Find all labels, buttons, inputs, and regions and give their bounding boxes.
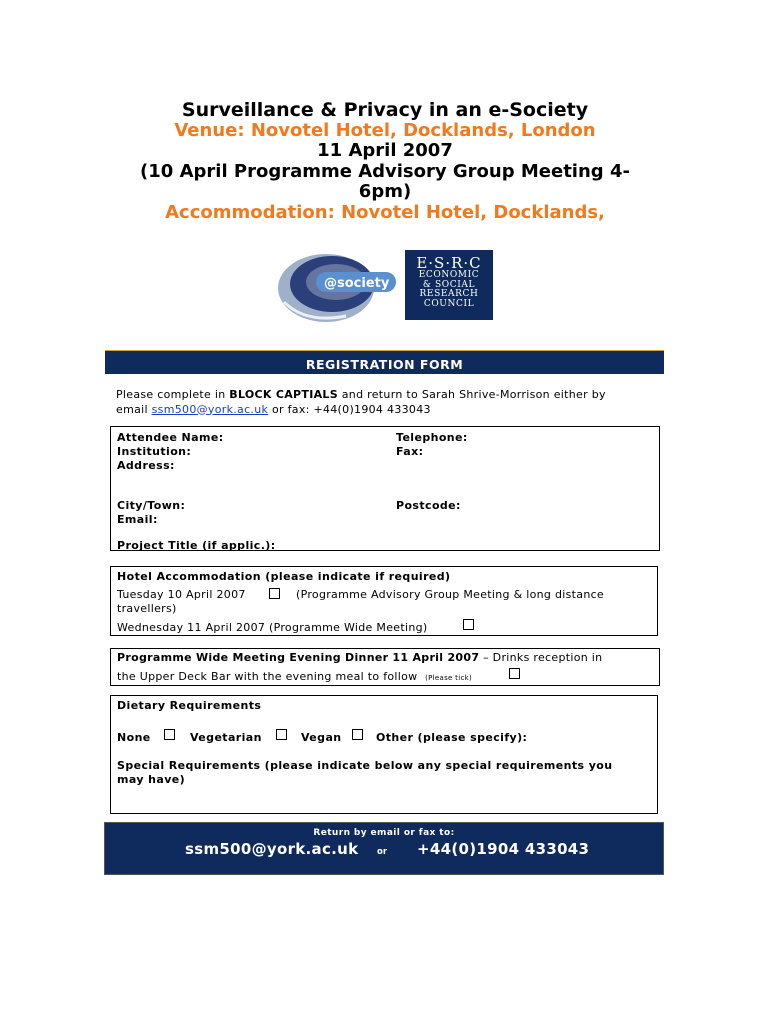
footer-fax: +44(0)1904 433043 [417,840,590,858]
dinner-line2 [117,670,472,683]
tuesday-label: Tuesday 10 April 2007 [117,588,246,601]
return-label: Return by email or fax to: [313,828,455,838]
esrc-logo-line: ECONOMIC [418,270,480,280]
postcode-label: Postcode: [396,499,461,512]
tuesday-checkbox[interactable] [269,588,280,599]
dinner-heading [117,651,602,664]
logos [0,246,770,326]
fax-label: Fax: [396,445,424,458]
esrc-logo-acronym: E·S·R·C [416,254,482,272]
esrc-logo-line: & SOCIAL [422,279,476,290]
vegetarian-label: Vegetarian [190,731,262,744]
dietary-box [110,695,658,814]
attendee-name-label: Attendee Name: [117,431,224,444]
document-header [0,100,770,223]
please-tick-label: (Please tick) [425,674,472,682]
hotel-heading: Hotel Accommodation (please indicate if required) [117,570,451,583]
intro-fax: or fax: +44(0)1904 433043 [268,402,431,416]
esrc-logo-line: RESEARCH [419,289,479,299]
institution-label: Institution: [117,445,192,458]
email-label: Email: [117,513,158,526]
hotel-accommodation-box [110,566,658,636]
tuesday-note-cont: travellers) [117,602,177,615]
tuesday-note: (Programme Advisory Group Meeting & long distance [296,588,605,601]
attendee-details-box [110,426,660,551]
dinner-heading-rest: – Drinks reception in [479,651,603,664]
venue-line: Venue: Novotel Hotel, Docklands, London [174,119,596,141]
accommodation-line: Accommodation: Novotel Hotel, Docklands, [165,201,605,223]
other-label: Other (please specify): [376,731,528,744]
email-link[interactable]: ssm500@york.ac.uk [151,402,269,416]
intro-text-emphasis: BLOCK CAPTIALS [229,388,338,401]
dietary-heading: Dietary Requirements [117,699,262,712]
wednesday-checkbox[interactable] [463,619,474,630]
special-requirements-label-cont: may have) [117,773,186,786]
none-checkbox[interactable] [164,729,175,740]
intro-text-part: Please complete in [116,388,230,401]
project-title-label: Project Title (if applic.): [117,539,276,552]
telephone-label: Telephone: [396,431,468,444]
document-title: Surveillance & Privacy in an e-Society [181,99,589,121]
none-label: None [117,731,151,744]
esrc-logo [405,250,493,320]
registration-form-heading [105,350,664,374]
footer-or: or [377,847,388,857]
heading-rule [105,350,664,351]
vegetarian-checkbox[interactable] [276,729,287,740]
city-label: City/Town: [117,499,186,512]
intro-text [116,388,656,417]
meeting-line-cont: 6pm) [358,181,412,202]
meeting-line: (10 April Programme Advisory Group Meeting 4- [140,160,630,182]
vegan-checkbox[interactable] [352,729,363,740]
vegan-label: Vegan [301,731,342,744]
registration-form-title: REGISTRATION FORM [305,357,464,372]
esociety-logo-text: @society [324,276,390,291]
special-requirements-label: Special Requirements (please indicate below any special requirements you [117,759,613,772]
esrc-logo-line: COUNCIL [423,298,475,309]
return-footer [104,822,664,875]
intro-text-part: and return to Sarah Shrive-Morrison either by [337,388,606,401]
wednesday-label: Wednesday 11 April 2007 (Programme Wide Meeting) [117,621,428,634]
date-line: 11 April 2007 [317,140,453,161]
dinner-heading-bold: Programme Wide Meeting Evening Dinner 11 April 2007 [117,651,480,664]
intro-text-part: email [116,402,152,416]
address-label: Address: [117,459,175,472]
esociety-logo [276,246,398,326]
dinner-box [110,648,660,686]
dinner-line2-text: the Upper Deck Bar with the evening meal to follow [117,670,418,683]
dinner-checkbox[interactable] [509,668,520,679]
footer-email[interactable]: ssm500@york.ac.uk [185,840,359,858]
